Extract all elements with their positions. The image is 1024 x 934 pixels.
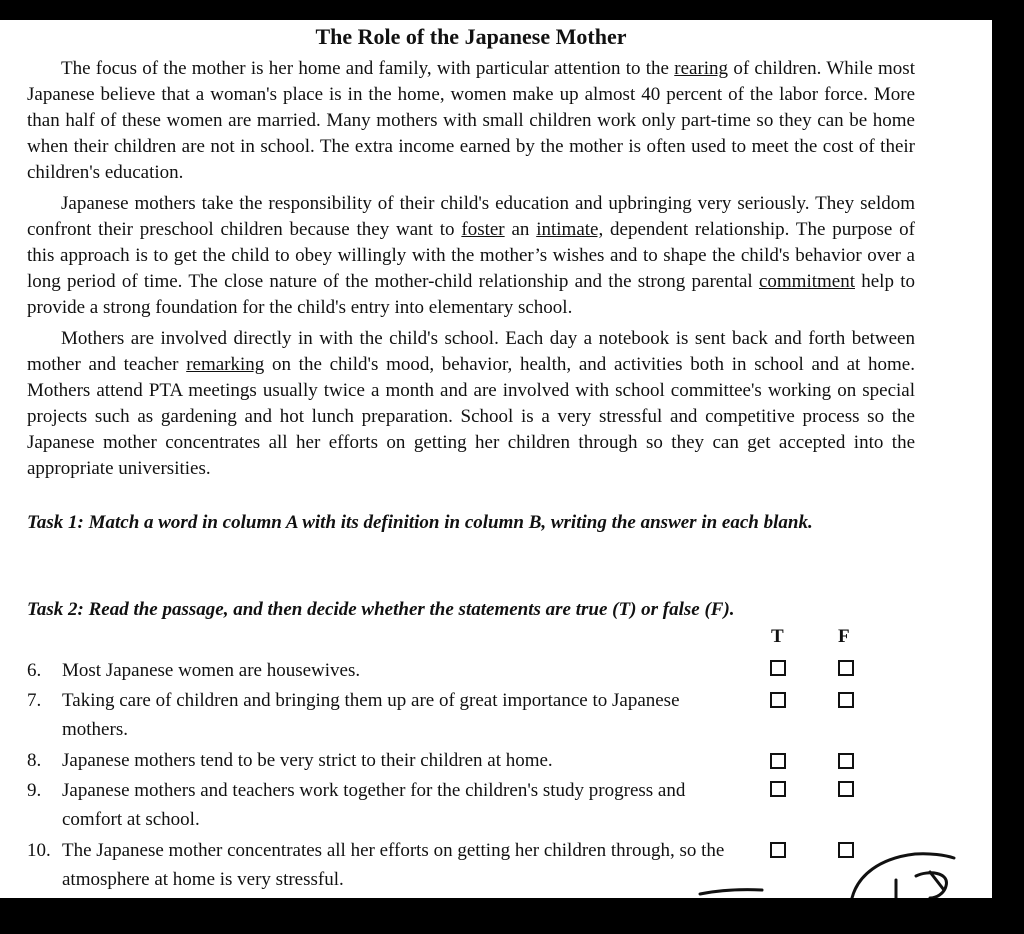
paragraph-2-text-c: dependent relationship. The purpose of this approach is to get the child to obey willingly with the mother’s wishes and to shape the child's behavior over a long period of time. The close nature of the mother-child relationship and the strong parental [27,219,915,292]
statement-number: 7. [27,690,42,711]
statement-text: Japanese mothers tend to be very strict to their children at home. [62,750,553,771]
true-column-header: T [771,626,784,647]
statement-text: Taking care of children and bringing them up are of great importance to Japanese mothers. [62,690,680,740]
underlined-word-rearing: rearing [674,58,729,79]
statement-text: The Japanese mother concentrates all her efforts on getting her children through, so the atmosphere at home is very stressful. [62,840,725,890]
statement-number: 9. [27,780,42,801]
statement-text: Most Japanese women are housewives. [62,660,361,681]
underlined-word-foster: foster [461,219,505,240]
underlined-word-remarking: remarking [186,354,265,375]
paragraph-2-text-b: an [504,219,537,240]
paragraph-2-text-d: help to provide a strong foundation for the child's entry into elementary school. [27,271,915,318]
statement-number: 6. [27,660,42,681]
document-title: The Role of the Japanese Mother [315,24,627,49]
document-page [0,20,992,898]
task-1-instruction: Task 1: Match a word in column A with its definition in column B, writing the answer in each blank. [27,512,813,533]
false-column-header: F [838,626,850,647]
paragraph-1-text-cont: of children. While most Japanese believe that a woman's place is in the home, women make up almost 40 percent of the labor force. More than half of these women are married. Many mothers with small children work only part-time so they can be home when their children are not in school. The extra income earned by the mother is often used to meet the cost of their children's education. [27,58,915,183]
statement-text: Japanese mothers and teachers work together for the children's study progress and comfort at school. [62,780,686,830]
paragraph-1-text: The focus of the mother is her home and family, with particular attention to the [61,58,675,79]
statement-number: 10. [27,840,51,861]
paragraph-3-text: Mothers are involved directly in with the child's school. Each day a notebook is sent back and forth between mother and teacher [27,328,915,375]
underlined-word-commitment: commitment [758,271,855,292]
paragraph-3-text-b: on the child's mood, behavior, health, and activities both in school and at home. Mothers attend PTA meetings usually twice a month and are involved with school committee's working on special projects such as gardening and hot lunch preparation. School is a very stressful and competitive process so the Japanese mother concentrates all her efforts on getting her children through so they can get accepted into the appropriate universities. [27,354,915,479]
pen-scribble-icon [0,20,992,898]
underlined-word-intimate: intimate, [536,219,604,240]
task-2-instruction: Task 2: Read the passage, and then decide whether the statements are true (T) or false (F). [27,599,735,620]
paragraph-2-text: Japanese mothers take the responsibility of their child's education and upbringing very seriously. They seldom confront their preschool children because they want to [27,193,915,240]
statement-number: 8. [27,750,42,771]
